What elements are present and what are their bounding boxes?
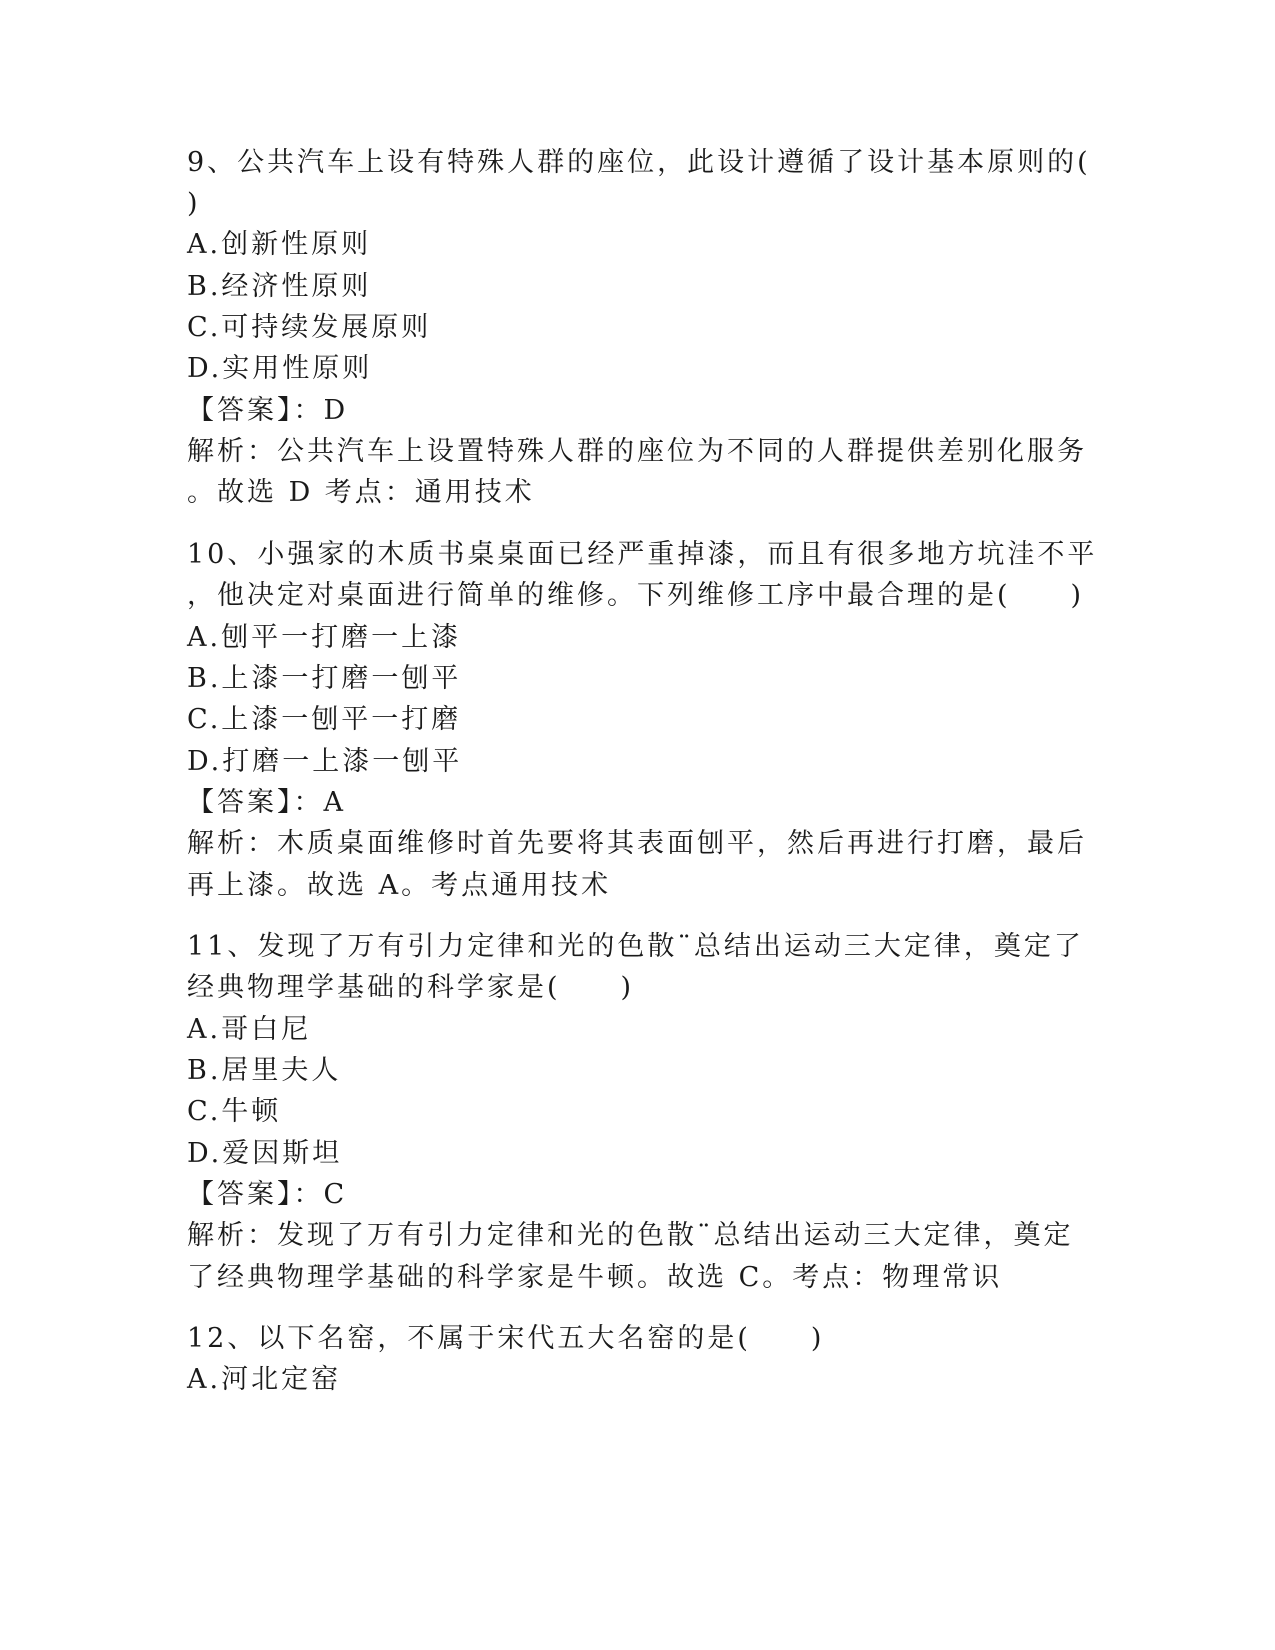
question-12-option-a: A.河北定窑 — [187, 1364, 342, 1395]
question-11-option-a: A.哥白尼 — [187, 1014, 312, 1045]
question-10-analysis-line-2: 再上漆。故选 A。考点通用技术 — [187, 870, 612, 901]
question-10-analysis-line-1: 解析：木质桌面维修时首先要将其表面刨平，然后再进行打磨，最后 — [187, 828, 1087, 859]
question-9-option-c: C.可持续发展原则 — [187, 312, 432, 343]
question-11-option-d: D.爱因斯坦 — [187, 1138, 343, 1169]
question-10-stem-line-2: ，他决定对桌面进行简单的维修。下列维修工序中最合理的是( ) — [187, 580, 1085, 611]
question-9-stem-line-2: ) — [187, 188, 201, 219]
question-9-option-a: A.创新性原则 — [187, 229, 372, 260]
question-12-stem-line-1: 12、以下名窑，不属于宋代五大名窑的是( ) — [187, 1323, 825, 1354]
question-9-answer: 【答案】：D — [187, 395, 349, 426]
question-11-answer: 【答案】：C — [187, 1179, 348, 1210]
question-9-analysis-line-2: 。故选 D 考点：通用技术 — [187, 477, 535, 508]
question-9-analysis-line-1: 解析：公共汽车上设置特殊人群的座位为不同的人群提供差别化服务 — [187, 436, 1087, 467]
question-9-stem-line-1: 9、公共汽车上设有特殊人群的座位，此设计遵循了设计基本原则的( — [187, 147, 1091, 178]
question-10-option-b: B.上漆一打磨一刨平 — [187, 663, 462, 694]
question-10-option-d: D.打磨一上漆一刨平 — [187, 746, 463, 777]
question-10-option-c: C.上漆一刨平一打磨 — [187, 704, 462, 735]
question-10-answer: 【答案】：A — [187, 787, 346, 818]
question-10-stem-line-1: 10、小强家的木质书桌桌面已经严重掉漆，而且有很多地方坑洼不平 — [187, 539, 1098, 570]
question-11-option-b: B.居里夫人 — [187, 1055, 342, 1086]
question-11-analysis-line-2: 了经典物理学基础的科学家是牛顿。故选 C。考点：物理常识 — [187, 1262, 1003, 1293]
question-11-stem-line-1: 11、发现了万有引力定律和光的色散¨总结出运动三大定律，奠定了 — [187, 931, 1084, 962]
question-9-option-b: B.经济性原则 — [187, 271, 372, 302]
question-11-option-c: C.牛顿 — [187, 1096, 282, 1127]
question-10-option-a: A.刨平一打磨一上漆 — [187, 622, 462, 653]
question-11-analysis-line-1: 解析：发现了万有引力定律和光的色散¨总结出运动三大定律，奠定 — [187, 1220, 1074, 1251]
question-11-stem-line-2: 经典物理学基础的科学家是( ) — [187, 972, 635, 1003]
question-9-option-d: D.实用性原则 — [187, 353, 373, 384]
